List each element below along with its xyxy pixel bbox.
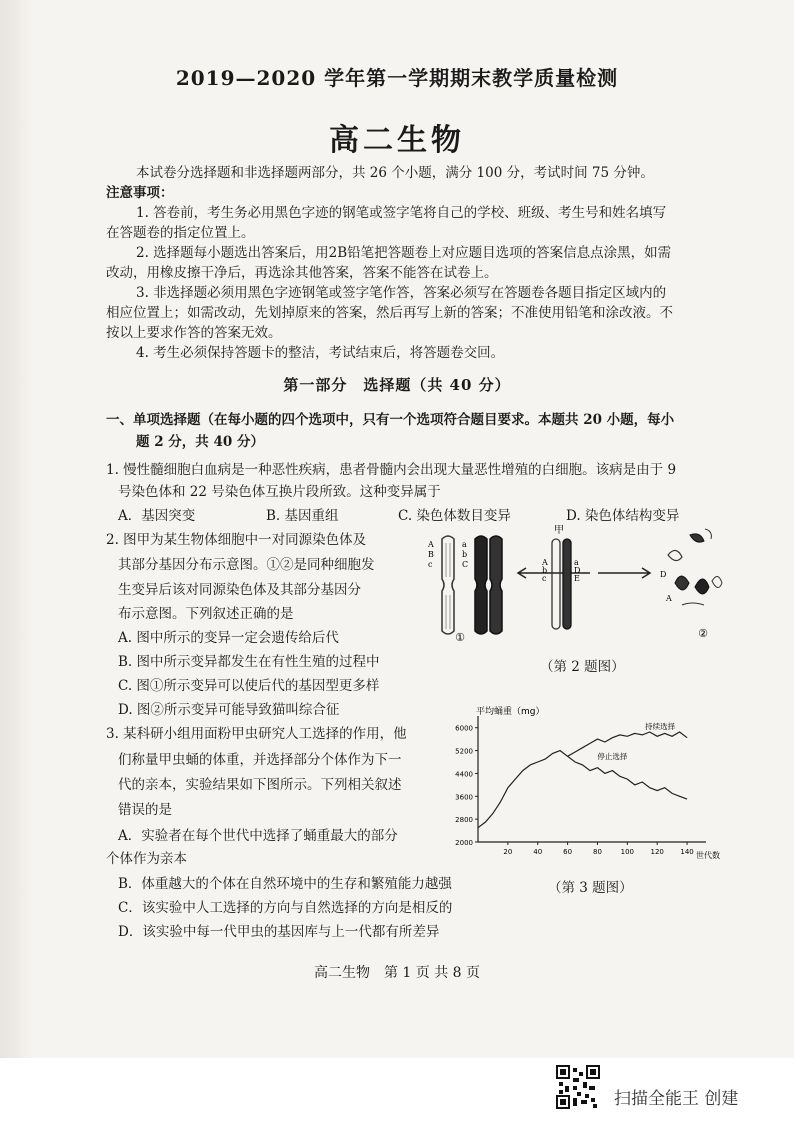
q3-option-d: D．该实验中每一代甲虫的基因库与上一代都有所差异 [118, 924, 440, 940]
qr-code-icon [555, 1064, 601, 1110]
chart-x-tick-label: 60 [563, 848, 573, 856]
chart-x-tick-label: 40 [533, 848, 543, 856]
notice-2a: 2. 选择题每小题选出答案后，用2B铅笔把答题卷上对应题目选项的答案信息点涂黑，如需 [136, 245, 672, 261]
q2-stem-b: 其部分基因分布示意图。①②是同种细胞发 [118, 557, 375, 573]
notice-1b: 在答题卷的指定位置上。 [106, 225, 255, 241]
section-instruction-a: 一、单项选择题（在每小题的四个选项中，只有一个选项符合题目要求。本题共 20 小题，每小 [106, 412, 675, 428]
subject-title: 高二生物 [329, 123, 465, 158]
scanner-watermark: 扫描全能王 创建 [614, 1089, 739, 1109]
chart-x-tick-label: 80 [593, 848, 602, 856]
q2-stem-d: 布示意图。下列叙述正确的是 [118, 606, 294, 622]
q1-option-a: A．基因突变 [118, 508, 196, 524]
q3-figure-caption: （第 3 题图） [548, 880, 633, 896]
arrow-right-icon [598, 568, 650, 578]
q2-figure-caption: （第 2 题图） [540, 659, 625, 675]
chart-x-tick-label: 120 [650, 848, 664, 856]
chart-y-label: 平均蛹重（mg） [476, 707, 545, 717]
gene-label: D [574, 566, 581, 575]
gene-label: B [428, 550, 434, 559]
q2-stem-c: 生变异后该对同源染色体及其部分基因分 [118, 582, 361, 598]
intro-line: 本试卷分选择题和非选择题两部分，共 26 个小题，满分 100 分，考试时间 75 分钟。 [136, 165, 654, 181]
q1-stem-a: 1. 慢性髓细胞白血病是一种恶性疾病，患者骨髓内会出现大量恶性增殖的白细胞。该病是由于 9 [106, 462, 677, 478]
chart-y-tick-label: 3600 [455, 793, 473, 802]
gene-label: a [574, 558, 579, 567]
gene-label: E [574, 574, 580, 583]
gene-label: a [462, 540, 467, 549]
chart-x-tick-label: 20 [503, 848, 513, 856]
chart-x-label: 世代数 [696, 851, 720, 860]
gene-label: D [660, 570, 667, 579]
chart-series-label: 停止选择 [597, 752, 628, 762]
gene-label: c [542, 574, 547, 583]
notice-3c: 按以上要求作答的答案无效。 [106, 325, 282, 341]
notice-3a: 3. 非选择题必须用黑色字迹钢笔或签字笔作答，答案必须写在答题卷各题目指定区域内的 [136, 285, 667, 301]
q3-stem-b: 们称量甲虫蛹的体重，并选择部分个体作为下一 [118, 752, 402, 768]
notice-label: 注意事项： [106, 185, 174, 201]
q3-option-a-b: 个体作为亲本 [106, 851, 187, 867]
chart-series-line [478, 732, 687, 828]
q2-stem-a: 2. 图甲为某生物体细胞中一对同源染色体及 [106, 532, 367, 548]
figure-label-2: ② [698, 627, 708, 640]
notice-3b: 相应位置上；如需改动，先划掉原来的答案，然后再写上新的答案；不准使用铅笔和涂改液。不 [106, 305, 673, 321]
q3-option-c: C．该实验中人工选择的方向与自然选择的方向是相反的 [118, 900, 453, 916]
chart-y-tick-label: 4400 [455, 770, 473, 779]
q3-stem-c: 代的亲本，实验结果如下图所示。下列相关叙述 [118, 777, 402, 793]
notice-4: 4. 考生必须保持答题卡的整洁，考试结束后，将答题卷交回。 [136, 345, 505, 361]
page-footer: 高二生物 第 1 页 共 8 页 [313, 965, 481, 981]
figure-label-jia: 甲 [554, 525, 564, 536]
gene-label: b [462, 550, 468, 559]
gene-label: b [542, 566, 548, 575]
notice-1a: 1. 答卷前，考生务必用黑色字迹的钢笔或签字笔将自己的学校、班级、考生号和姓名填写 [136, 205, 667, 221]
chromosome-pair-jia [541, 539, 580, 629]
q2-option-c: C. 图①所示变异可以使后代的基因型更多样 [118, 678, 380, 694]
q3-option-b: B．体重越大的个体在自然环境中的生存和繁殖能力越强 [118, 876, 452, 892]
q1-option-c: C. 染色体数目变异 [398, 508, 511, 524]
chart-y-tick-label: 2800 [455, 816, 473, 825]
q2-option-d: D. 图②所示变异可能导致猫叫综合征 [118, 702, 340, 718]
section-title: 第一部分 选择题（共 40 分） [283, 376, 511, 394]
gene-label: C [462, 560, 469, 569]
q1-option-d: D. 染色体结构变异 [566, 508, 680, 524]
chromosome-group-2 [660, 529, 722, 605]
section-instruction-b: 题 2 分，共 40 分） [136, 434, 264, 450]
q2-option-b: B. 图中所示变异都发生在有性生殖的过程中 [118, 654, 380, 670]
gene-label: c [428, 560, 433, 569]
chart-series-line [568, 756, 688, 799]
q2-figure [420, 525, 730, 645]
chart-series-label: 持续选择 [645, 722, 676, 732]
gene-label: A [542, 558, 548, 567]
chart-axes [455, 716, 706, 856]
chart-y-tick-label: 6000 [455, 724, 473, 733]
chart-y-tick-label: 5200 [455, 747, 473, 756]
q3-stem-a: 3. 某科研小组用面粉甲虫研究人工选择的作用，他 [106, 726, 407, 742]
chart-y-tick-label: 2000 [455, 839, 473, 847]
chart-series [478, 721, 687, 828]
chromosome-pair-1 [427, 536, 502, 634]
q3-line-chart [440, 702, 730, 867]
gene-label: A [428, 540, 434, 549]
q3-stem-d: 错误的是 [118, 802, 172, 818]
q1-stem-b: 号染色体和 22 号染色体互换片段所致。这种变异属于 [118, 484, 441, 500]
exam-title: 2019—2020 学年第一学期期末教学质量检测 [175, 66, 619, 90]
chart-x-tick-label: 100 [620, 848, 635, 856]
q2-option-a: A. 图中所示的变异一定会遗传给后代 [118, 630, 339, 646]
q1-option-b: B. 基因重组 [266, 508, 339, 524]
scan-shadow [0, 0, 34, 1124]
chart-x-tick-label: 140 [680, 848, 694, 856]
figure-label-1: ① [455, 631, 465, 644]
q3-option-a-a: A．实验者在每个世代中选择了蛹重最大的部分 [118, 828, 398, 844]
gene-label: A [666, 594, 672, 603]
notice-2b: 改动，用橡皮擦干净后，再选涂其他答案，答案不能答在试卷上。 [106, 265, 498, 281]
